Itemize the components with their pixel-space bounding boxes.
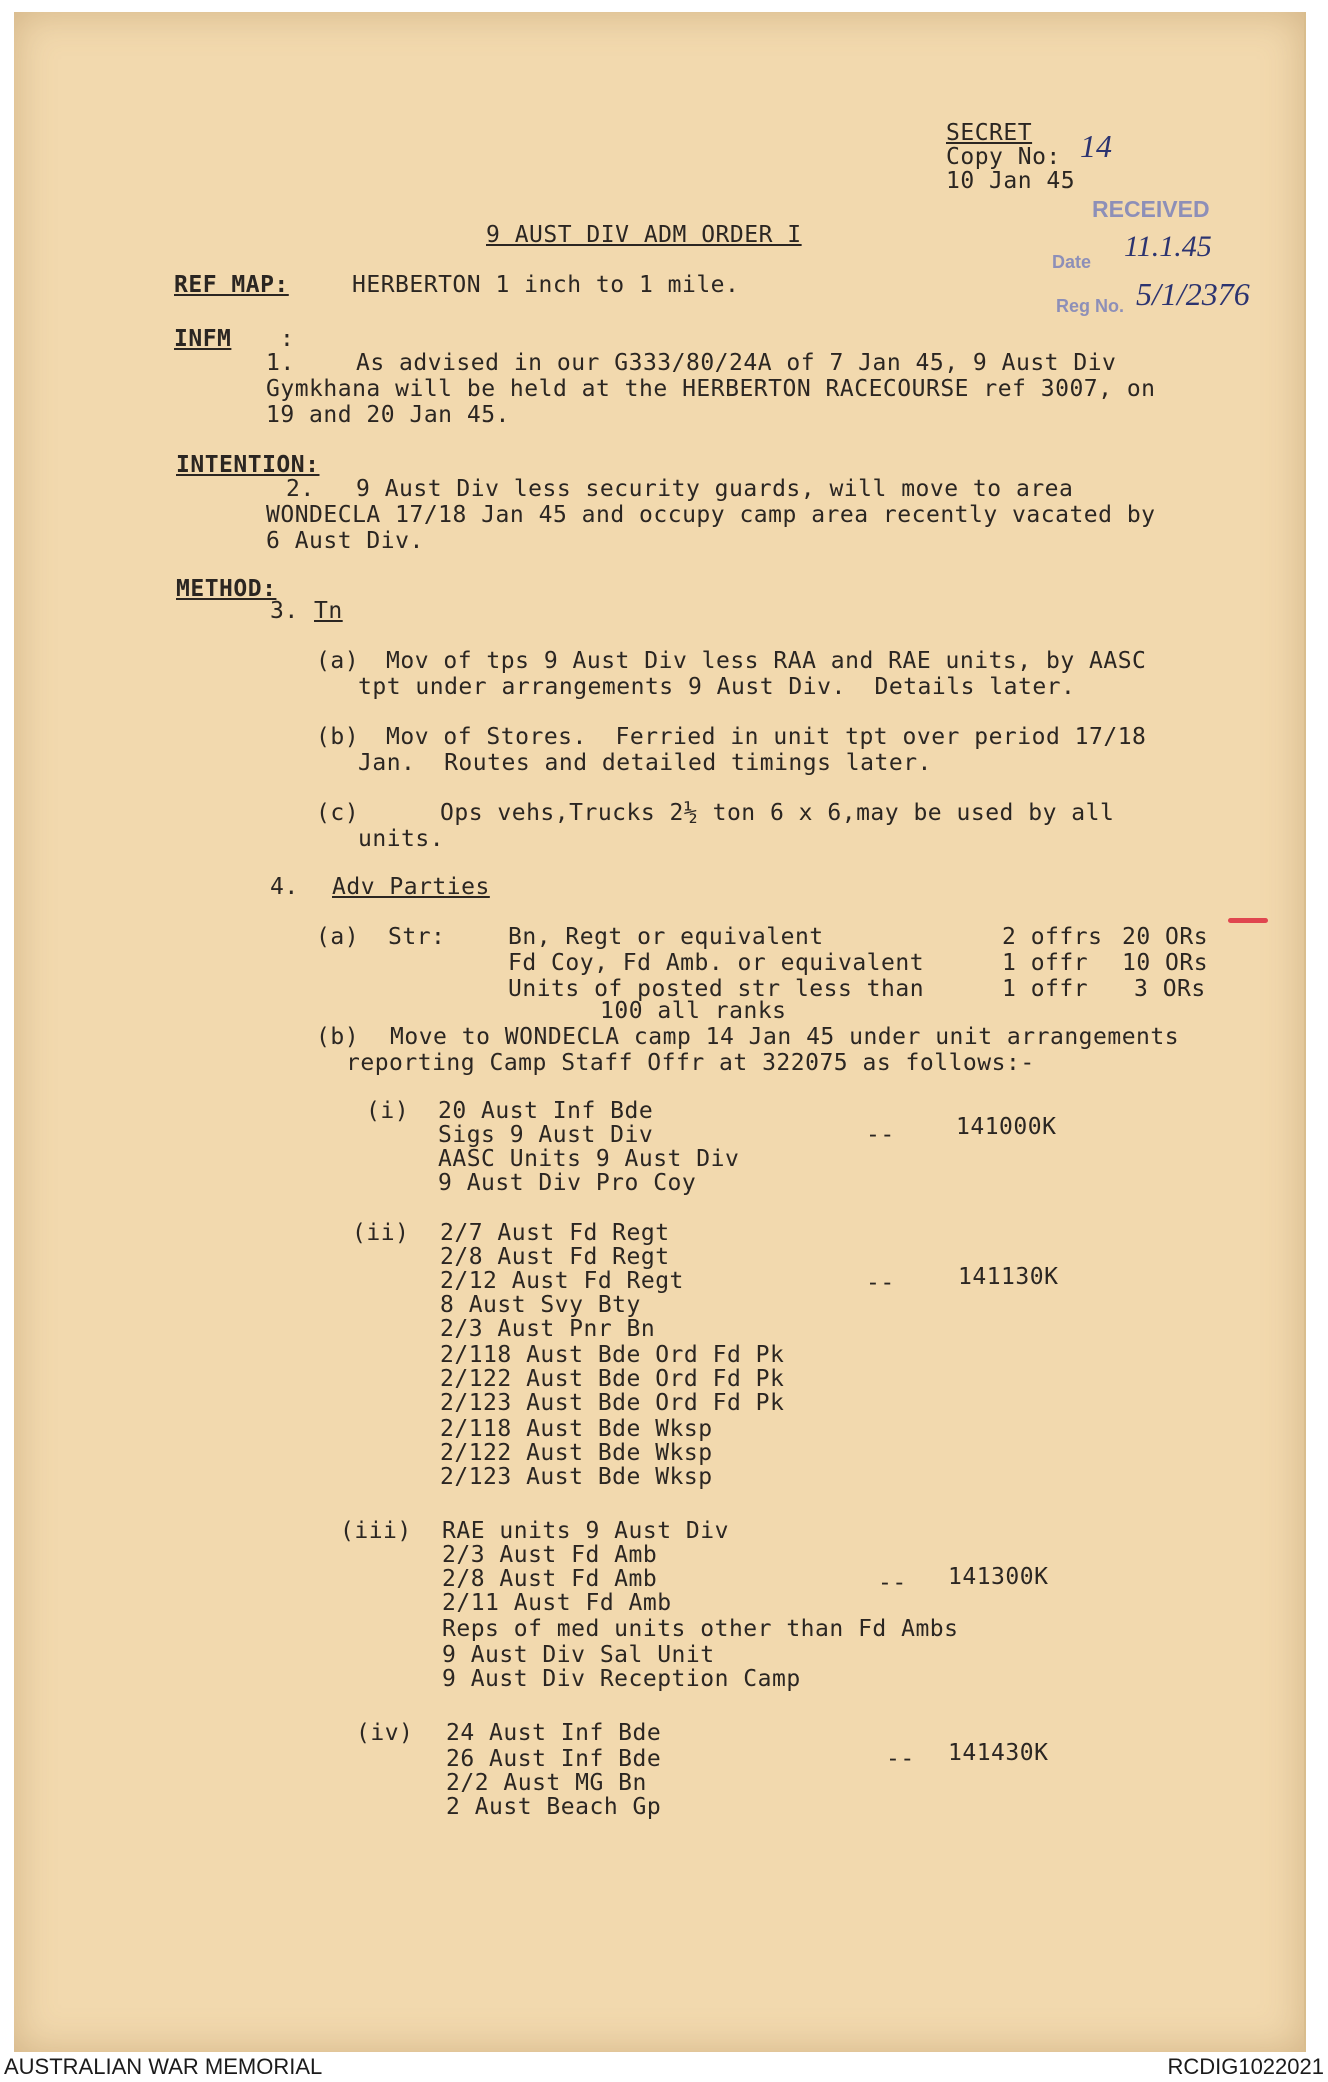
group-key: (ii) <box>352 1220 410 1246</box>
group-unit: Sigs 9 Aust Div <box>438 1122 654 1148</box>
para-4b-line: Move to WONDECLA camp 14 Jan 45 under unit arrangements <box>390 1024 1180 1050</box>
page-title: 9 AUST DIV ADM ORDER I <box>486 222 802 248</box>
para-3c-key: (c) <box>316 800 360 826</box>
para-4b-key: (b) <box>316 1024 360 1050</box>
group-unit: 2/123 Aust Bde Ord Fd Pk <box>440 1390 785 1416</box>
group-dash: -- <box>886 1746 915 1772</box>
para-4-number: 4. <box>270 874 299 900</box>
infm-colon: : <box>280 326 295 352</box>
group-unit: 2/3 Aust Fd Amb <box>442 1542 658 1568</box>
para-2-line: 6 Aust Div. <box>266 528 424 554</box>
group-unit: 2/7 Aust Fd Regt <box>440 1220 670 1246</box>
group-time: 141130K <box>958 1264 1059 1290</box>
para-1-line: Gymkhana will be held at the HERBERTON RACECOURSE ref 3007, on <box>266 376 1156 402</box>
para-3a-line: Mov of tps 9 Aust Div less RAA and RAE units, by AASC <box>386 648 1147 674</box>
strength-ors: 20 ORs <box>1122 924 1209 950</box>
strength-offrs: 1 offr <box>1002 950 1089 976</box>
group-dash: -- <box>866 1122 895 1148</box>
strength-unit: Fd Coy, Fd Amb. or equivalent <box>508 950 925 976</box>
group-unit: 2/12 Aust Fd Regt <box>440 1268 684 1294</box>
group-unit: 2/8 Aust Fd Amb <box>442 1566 658 1592</box>
group-unit: Reps of med units other than Fd Ambs <box>442 1616 959 1642</box>
strength-label: Str: <box>388 924 446 950</box>
stamp-date-label: Date <box>1052 252 1092 272</box>
group-unit: 2 Aust Beach Gp <box>446 1794 662 1820</box>
para-4b-line: reporting Camp Staff Offr at 322075 as follows:- <box>346 1050 1035 1076</box>
group-unit: 8 Aust Svy Bty <box>440 1292 641 1318</box>
group-unit: 2/122 Aust Bde Wksp <box>440 1440 713 1466</box>
copy-no-value: 14 <box>1080 128 1112 164</box>
group-unit: 2/118 Aust Bde Wksp <box>440 1416 713 1442</box>
group-key: (iv) <box>356 1720 414 1746</box>
stamp-reg-label: Reg No. <box>1056 296 1125 316</box>
group-unit: 2/3 Aust Pnr Bn <box>440 1316 656 1342</box>
method-label: METHOD: <box>176 576 277 602</box>
group-key: (iii) <box>340 1518 412 1544</box>
strength-unit: Units of posted str less than <box>508 976 925 1002</box>
para-3a-line: tpt under arrangements 9 Aust Div. Details later. <box>358 674 1076 700</box>
group-unit: 9 Aust Div Reception Camp <box>442 1666 801 1692</box>
group-unit: 2/8 Aust Fd Regt <box>440 1244 670 1270</box>
group-unit: 2/118 Aust Bde Ord Fd Pk <box>440 1342 785 1368</box>
group-unit: RAE units 9 Aust Div <box>442 1518 729 1544</box>
group-unit: 24 Aust Inf Bde <box>446 1720 662 1746</box>
para-4a-key: (a) <box>316 924 360 950</box>
strength-offrs: 1 offr <box>1002 976 1089 1002</box>
strength-unit: Bn, Regt or equivalent <box>508 924 824 950</box>
para-3b-key: (b) <box>316 724 360 750</box>
group-unit: 2/2 Aust MG Bn <box>446 1770 647 1796</box>
red-pencil-mark <box>1228 918 1268 923</box>
para-3a-key: (a) <box>316 648 360 674</box>
para-3-heading: Tn <box>314 598 343 624</box>
para-3c-line: Ops vehs,Trucks 2½ ton 6 x 6,may be used by all <box>440 800 1115 826</box>
para-2-line: WONDECLA 17/18 Jan 45 and occupy camp area recently vacated by <box>266 502 1156 528</box>
strength-offrs: 2 offrs <box>1002 924 1103 950</box>
strength-unit: 100 all ranks <box>600 998 787 1024</box>
group-dash: -- <box>878 1570 907 1596</box>
document-date: 10 Jan 45 <box>946 168 1076 194</box>
infm-label: INFM <box>174 326 232 352</box>
group-dash: -- <box>866 1270 895 1296</box>
group-unit: 9 Aust Div Pro Coy <box>438 1170 697 1196</box>
group-time: 141300K <box>948 1564 1049 1590</box>
group-unit: 2/11 Aust Fd Amb <box>442 1590 672 1616</box>
group-unit: 9 Aust Div Sal Unit <box>442 1642 715 1668</box>
received-stamp: RECEIVED <box>1092 196 1210 222</box>
para-1-number: 1. <box>266 350 295 376</box>
group-unit: 26 Aust Inf Bde <box>446 1746 662 1772</box>
strength-ors: 10 ORs <box>1122 950 1209 976</box>
group-unit: 2/122 Aust Bde Ord Fd Pk <box>440 1366 785 1392</box>
group-time: 141430K <box>948 1740 1049 1766</box>
para-4-heading: Adv Parties <box>332 874 490 900</box>
strength-ors: 3 ORs <box>1134 976 1206 1002</box>
intention-label: INTENTION: <box>176 452 320 478</box>
stamp-reg-value: 5/1/2376 <box>1136 276 1250 312</box>
para-2-line: 9 Aust Div less security guards, will move to area <box>356 476 1074 502</box>
secret-label: SECRET <box>946 120 1033 146</box>
para-2-number: 2. <box>286 476 315 502</box>
copy-no-label: Copy No: <box>946 144 1061 170</box>
group-key: (i) <box>366 1098 410 1124</box>
ref-map-text: HERBERTON 1 inch to 1 mile. <box>352 272 740 298</box>
group-time: 141000K <box>956 1114 1057 1140</box>
archive-name: AUSTRALIAN WAR MEMORIAL <box>4 2054 323 2079</box>
para-3c-line: units. <box>358 826 445 852</box>
para-3-number: 3. <box>270 598 299 624</box>
group-unit: 20 Aust Inf Bde <box>438 1098 654 1124</box>
para-1-line: As advised in our G333/80/24A of 7 Jan 45, 9 Aust Div <box>356 350 1117 376</box>
para-3b-line: Mov of Stores. Ferried in unit tpt over period 17/18 <box>386 724 1147 750</box>
para-3b-line: Jan. Routes and detailed timings later. <box>358 750 932 776</box>
archive-footer <box>0 2052 1328 2082</box>
ref-map-label: REF MAP: <box>174 272 289 298</box>
group-unit: AASC Units 9 Aust Div <box>438 1146 740 1172</box>
archive-reference: RCDIG1022021 <box>1167 2054 1324 2079</box>
para-1-line: 19 and 20 Jan 45. <box>266 402 510 428</box>
group-unit: 2/123 Aust Bde Wksp <box>440 1464 713 1490</box>
stamp-date-value: 11.1.45 <box>1124 230 1212 263</box>
